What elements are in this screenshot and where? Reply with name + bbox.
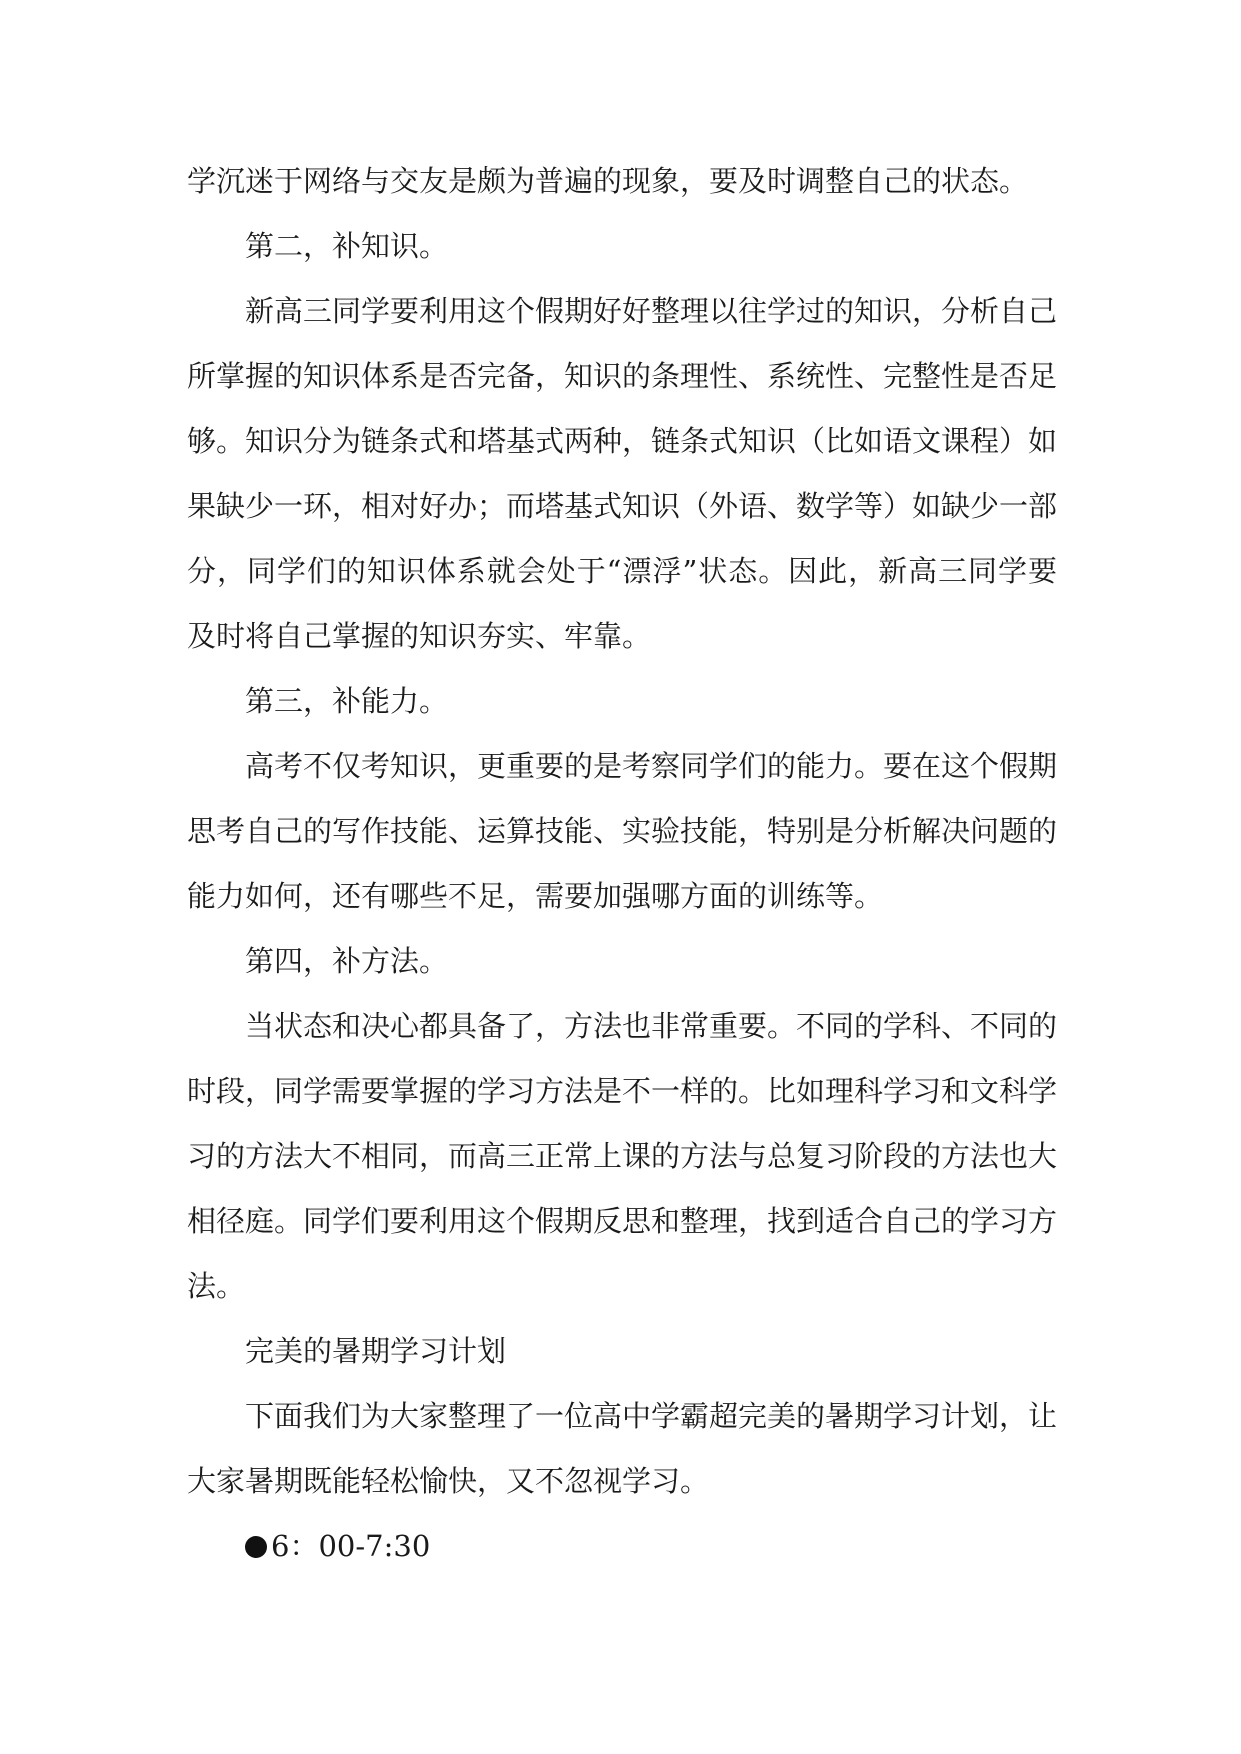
paragraph-ability: 高考不仅考知识，更重要的是考察同学们的能力。要在这个假期思考自己的写作技能、运算技能、实验技能，特别是分析解决问题的能力如何，还有哪些不足，需要加强哪方面的训练等。 [187, 749, 1058, 913]
section-heading-ability: 第三，补能力。 [245, 684, 449, 718]
section-heading-method: 第四，补方法。 [245, 944, 449, 978]
section-heading-study-plan: 完美的暑期学习计划 [245, 1334, 507, 1368]
paragraph-study-plan-intro: 下面我们为大家整理了一位高中学霸超完美的暑期学习计划，让大家暑期既能轻松愉快，又不忽视学习。 [187, 1399, 1058, 1498]
schedule-time: 6：00-7:30 [271, 1529, 431, 1563]
section-heading-knowledge: 第二，补知识。 [245, 229, 449, 263]
schedule-item [187, 1514, 1057, 1579]
document-body [187, 149, 1057, 1579]
bullet-dot-icon [245, 1536, 267, 1558]
paragraph-knowledge: 新高三同学要利用这个假期好好整理以往学过的知识，分析自己所掌握的知识体系是否完备，知识的条理性、系统性、完整性是否足够。知识分为链条式和塔基式两种，链条式知识（比如语文课程）如果缺少一环，相对好办；而塔基式知识（外语、数学等）如缺少一部分，同学们的知识体系就会处于“漂浮”状态。因此，新高三同学要及时将自己掌握的知识夯实、牢靠。 [187, 294, 1058, 653]
paragraph-method: 当状态和决心都具备了，方法也非常重要。不同的学科、不同的时段，同学需要掌握的学习方法是不一样的。比如理科学习和文科学习的方法大不相同，而高三正常上课的方法与总复习阶段的方法也大相径庭。同学们要利用这个假期反思和整理，找到适合自己的学习方法。 [187, 1009, 1058, 1303]
paragraph-continuation: 学沉迷于网络与交友是颇为普遍的现象，要及时调整自己的状态。 [187, 164, 1029, 198]
